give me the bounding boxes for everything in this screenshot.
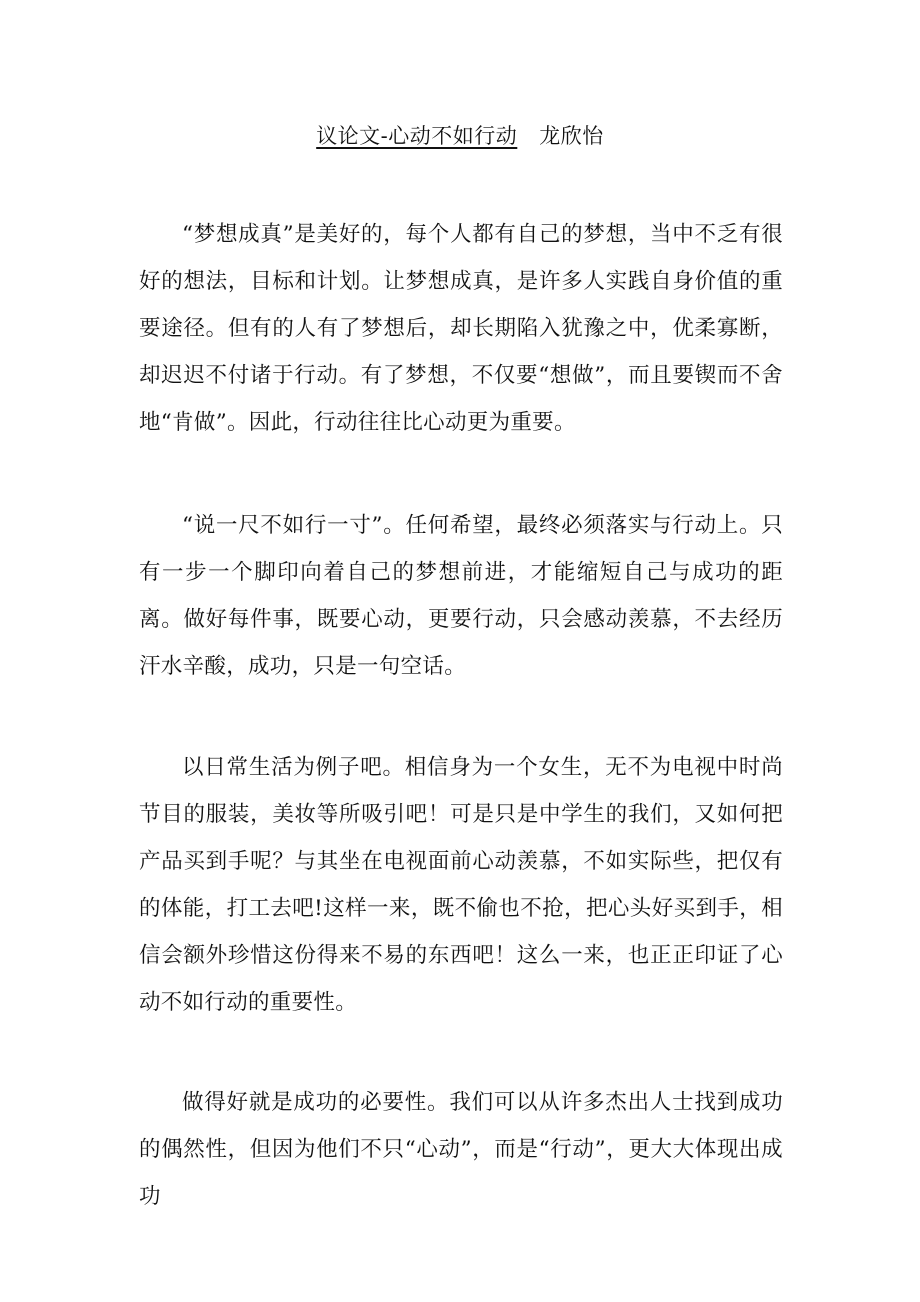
document-title: 议论文-心动不如行动 (316, 124, 518, 148)
document-title-line (0, 120, 920, 152)
paragraph-2: “说一尺不如行一寸”。任何希望，最终必须落实与行动上。只有一步一个脚印向着自己的梦想前进，才能缩短自己与成功的距离。做好每件事，既要心动，更要行动，只会感动羡慕，不去经历汗水辛酸，成功，只是一句空话。 (139, 513, 783, 679)
paragraph-1: “梦想成真”是美好的，每个人都有自己的梦想，当中不乏有很好的想法，目标和计划。让梦想成真，是许多人实践自身价值的重要途径。但有的人有了梦想后，却长期陷入犹豫之中，优柔寡断，却迟迟不付诸于行动。有了梦想，不仅要“想做”，而且要锲而不舍地“肯做”。因此，行动往往比心动更为重要。 (139, 222, 783, 435)
paragraph-4: 做得好就是成功的必要性。我们可以从许多杰出人士找到成功的偶然性，但因为他们不只“心动”，而是“行动”，更大大体现出成功 (139, 1090, 783, 1209)
paragraph-3: 以日常生活为例子吧。相信身为一个女生，无不为电视中时尚节目的服装，美妆等所吸引吧！可是只是中学生的我们，又如何把产品买到手呢？与其坐在电视面前心动羡慕，不如实际些，把仅有的体能，打工去吧!这样一来，既不偷也不抢，把心头好买到手，相信会额外珍惜这份得来不易的东西吧！这么一来，也正正印证了心动不如行动的重要性。 (139, 755, 783, 1015)
document-author: 龙欣怡 (539, 124, 604, 148)
